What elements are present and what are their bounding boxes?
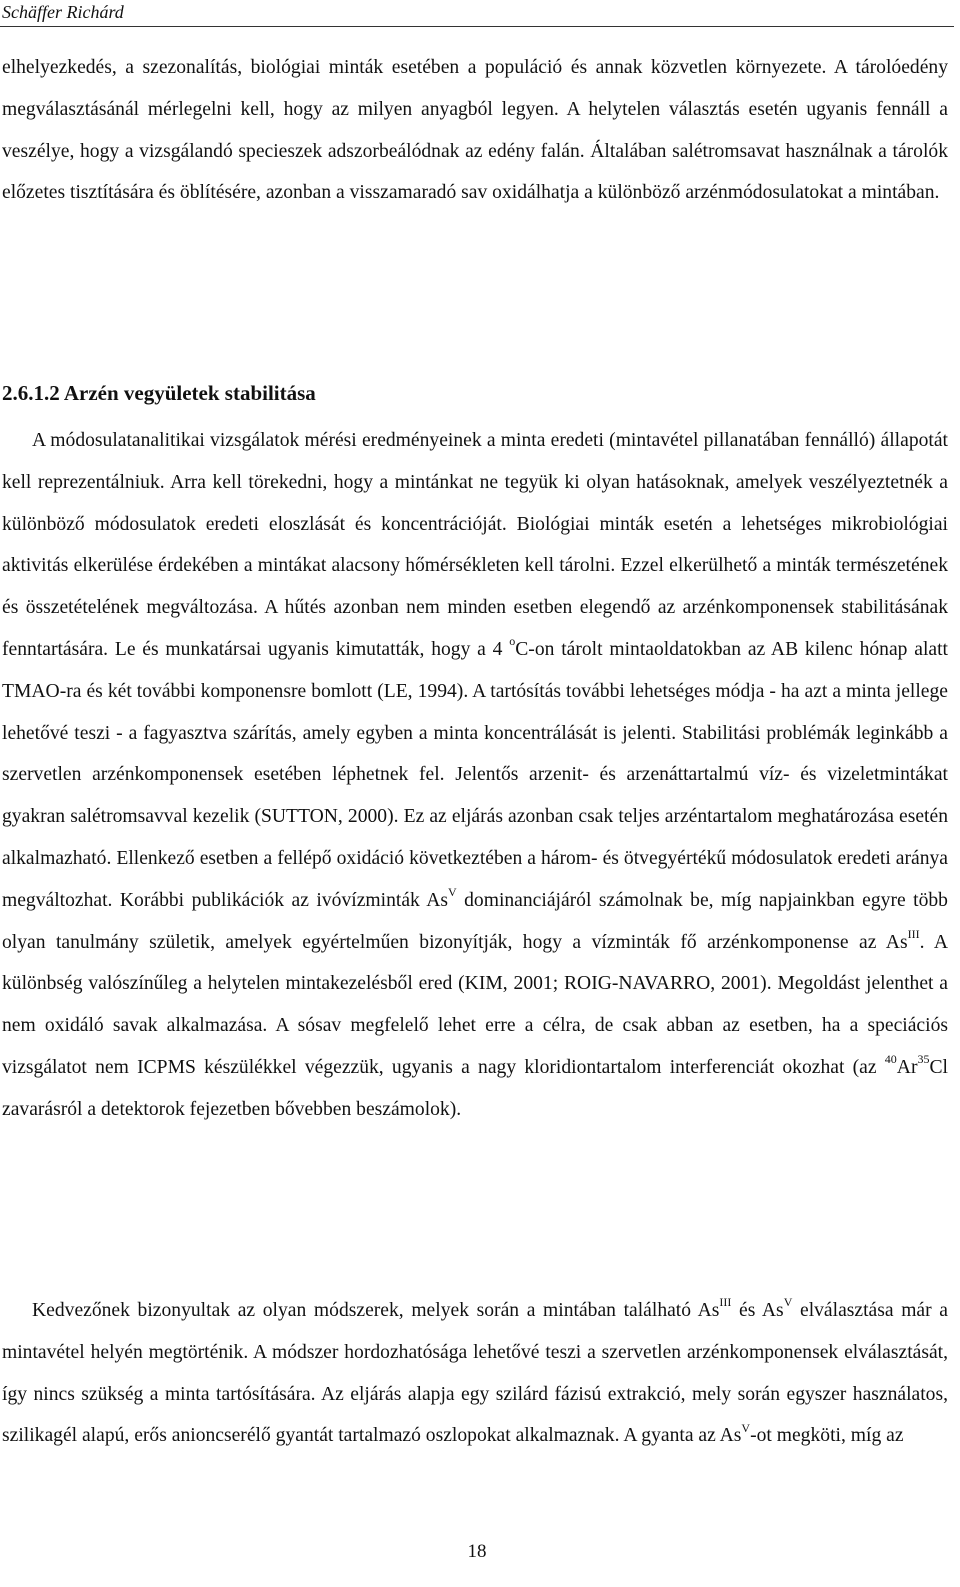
paragraph-2-text: C-on tárolt mintaoldatokban az AB kilenc hónap alatt TMAO-ra és két további komponensre bomlott (LE, 1994). A tartósítás további lehetséges módja - ha azt a minta jellege lehetővé teszi - a fagyasztva szárítás, amely egyben a minta koncentrálását is jelenti. Stabilitási problémák leginkább a szervetlen arzénkomponensek esetében léphetnek fel. Jelentős arzenit- és arzenáttartalmú víz- és vizeletmintákat gyakran salétromsavval kezelik (SUTTON, 2000). Ez az eljárás azonban csak teljes arzéntartalom meghatározása esetén alkalmazható. Ellenkező esetben a fellépő oxidáció következtében a három- és ötvegyértékű módosulatok eredeti aránya megváltozhat. Korábbi publikációk az ivóvízminták As [2,638,948,911]
paragraph-3-text: -ot megköti, míg az [750,1425,904,1447]
section-heading: 2.6.1.2 Arzén vegyületek stabilitása [2,381,316,405]
paragraph-1: elhelyezkedés, a szezonalítás, biológiai minták esetében a populáció és annak közvetlen környezete. A tárolóedény megválasztásánál mérlegelni kell, hogy az milyen anyagból legyen. A helytelen választás esetén ugyanis fennáll a veszélye, hogy a vizsgálandó specieszek adszorbeálódnak az edény falán. Általában salétromsavat használnak a tárolók előzetes tisztítására és öblítésére, azonban a visszamaradó sav oxidálhatja a különböző arzénmódosulatokat a mintában. [2,57,948,204]
superscript: o [509,634,516,649]
paragraph-2-text: Cl zavarásról a detektorok fejezetben bővebben beszámolok). [2,1056,948,1120]
paragraph-2-text: Ar [896,1056,918,1078]
paragraph-2-text: dominanciájáról számolnak be, míg napjainkban egyre több olyan tanulmány születik, amelyek egyértelműen bizonyítják, hogy a vízminták fő arzénkomponense az As [2,889,948,953]
superscript: V [447,885,457,900]
superscript: V [741,1420,751,1435]
paragraph-3-text: Kedvezőnek bizonyultak az olyan módszerek, melyek során a mintában található As [32,1300,720,1321]
superscript: 35 [917,1052,930,1067]
paragraph-3-text: és As [731,1300,784,1321]
paragraph-2-text: A módosulatanalitikai vizsgálatok mérési eredményeinek a minta eredeti (mintavétel pillanatában fennálló) állapotát kell reprezentálniuk. Arra kell törekedni, hogy a mintánkat ne tegyük ki olyan hatásoknak, amelyek veszélyeztetnék a különböző módosulatok eredeti eloszlását és koncentrációját. Biológiai minták esetén a lehetséges mikrobiológiai aktivitás elkerülése érdekében a mintákat alacsony hőmérsékleten kell tárolni. Ezzel elkerülhető a minták természetének és összetételének megváltozása. A hűtés azonban nem minden esetben elegendő az arzénkomponensek stabilitásának fenntartására. Le és munkatársai ugyanis kimutatták, hogy a 4 [2,430,948,660]
superscript: 40 [884,1052,897,1067]
header-author: Schäffer Richárd [2,2,124,22]
paragraph-3 [2,1290,948,1457]
running-header [0,0,954,27]
superscript: III [907,927,920,942]
paragraph-3-text: elválasztása már a mintavétel helyén megtörténik. A módszer hordozhatósága lehetővé teszi a szervetlen arzénkomponensek elválasztását, így nincs szükség a minta tartósítására. Az eljárás alapja egy szilárd fázisú extrakció, mely során egyszer használatos, szilikagél alapú, erős anioncserélő gyantát tartalmazó oszlopokat alkalmaznak. A gyanta az As [2,1300,948,1447]
paragraph-2-text: . A különbség valószínűleg a helytelen mintakezelésből ered (KIM, 2001; ROIG-NAVARRO, 2001). Megoldást jelenthet a nem oxidáló savak alkalmazása. A sósav megfelelő lehet erre a célra, de csak abban az esetben, ha a speciációs vizsgálatot nem ICPMS készülékkel végezzük, ugyanis a nagy kloridiontartalom interferenciát okozhat (az [2,931,948,1078]
superscript: III [719,1295,732,1310]
paragraph-2 [2,420,948,1131]
superscript: V [783,1295,793,1310]
page-number: 18 [467,1541,487,1562]
